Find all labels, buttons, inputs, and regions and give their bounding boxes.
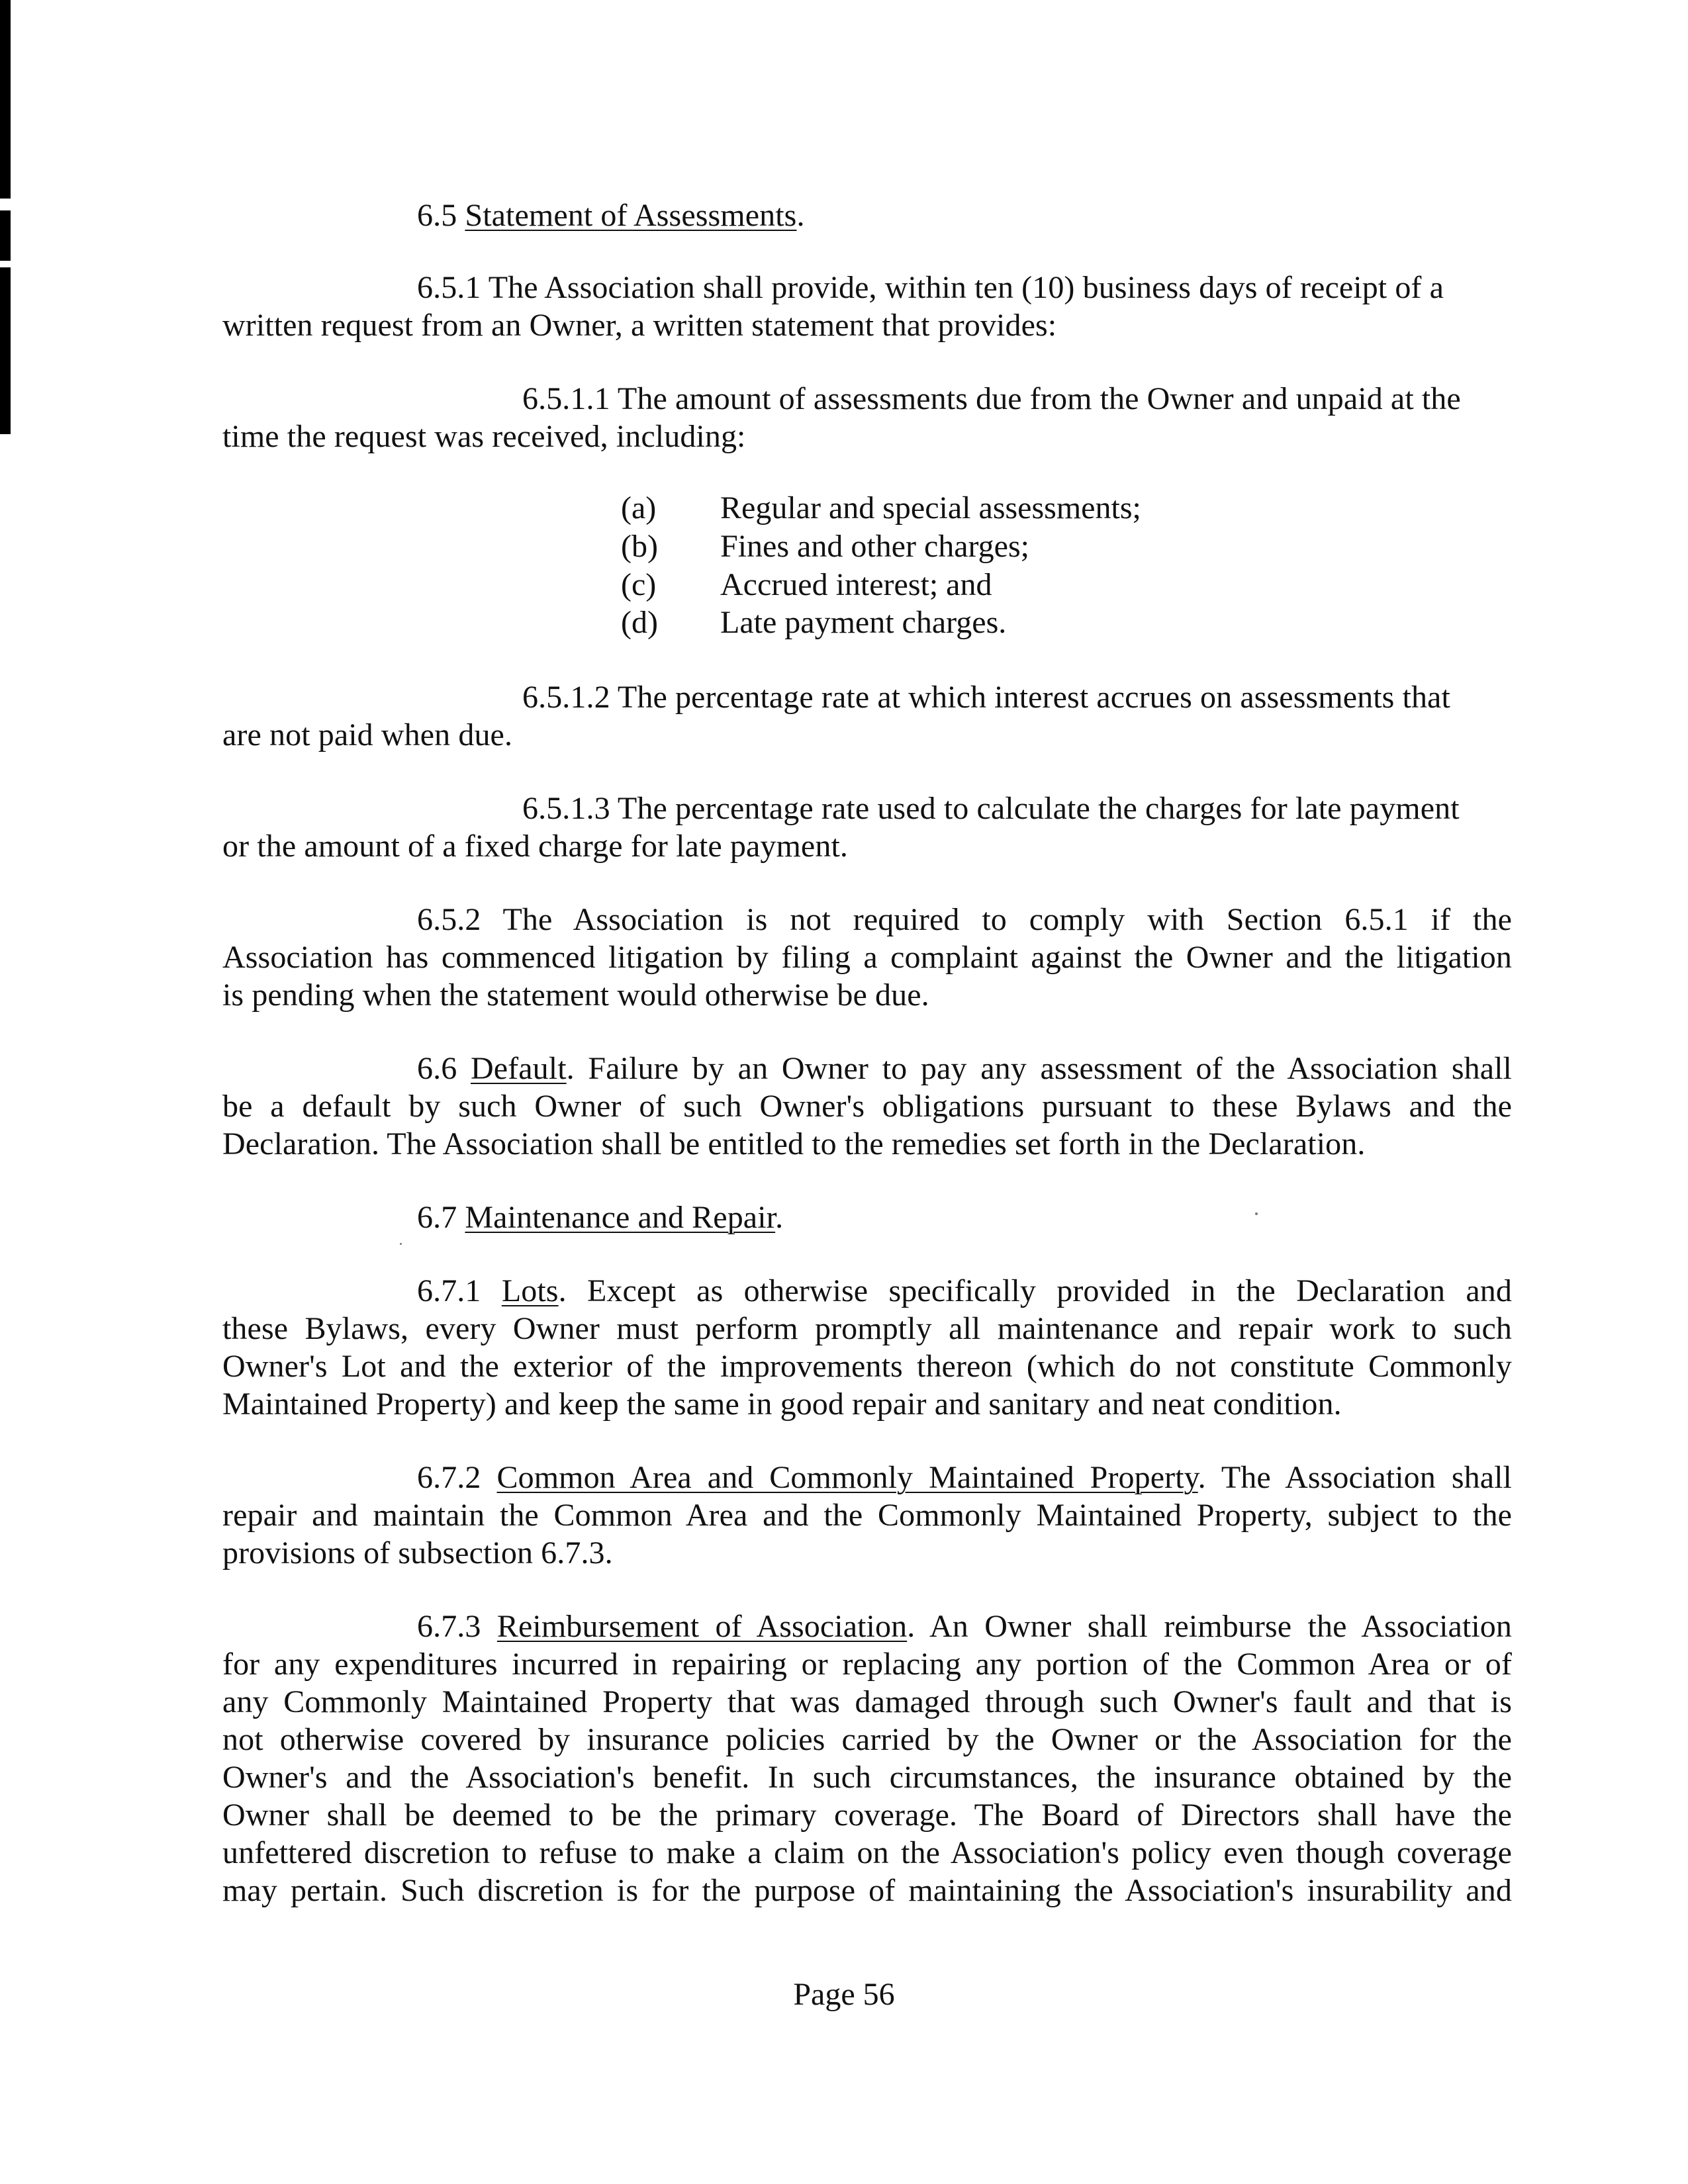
list-item-letter: (c) — [621, 567, 657, 602]
para-6-5-2-line: Association has commenced litigation by filing a complaint against the Owner and the litigation — [222, 940, 1512, 975]
heading-6-7-title: Maintenance and Repair — [465, 1200, 776, 1235]
para-6-5-1-2-line: are not paid when due. — [222, 717, 513, 752]
list-item-text: Accrued interest; and — [720, 567, 992, 602]
page-number: Page 56 — [793, 1977, 895, 2012]
para-6-7-2-line: 6.7.2 Common Area and Commonly Maintained Property. The Association shall — [417, 1460, 1512, 1495]
scan-edge-mark — [0, 210, 11, 261]
para-6-7-1-line: Owner's Lot and the exterior of the improvements thereon (which do not constitute Commonly — [222, 1349, 1512, 1384]
list-item-text: Late payment charges. — [720, 605, 1007, 640]
para-6-5-1-line: 6.5.1 The Association shall provide, within ten (10) business days of receipt of a — [417, 270, 1444, 305]
para-6-7-3-line: Owner's and the Association's benefit. In such circumstances, the insurance obtained by the — [222, 1760, 1512, 1795]
para-6-5-1-1-line: time the request was received, including: — [222, 419, 746, 454]
list-item-letter: (a) — [621, 490, 657, 525]
scan-edge-mark — [0, 267, 11, 434]
scan-speck — [400, 1243, 402, 1245]
para-6-7-3-line: Owner shall be deemed to be the primary coverage. The Board of Directors shall have the — [222, 1797, 1512, 1833]
para-6-6-line: Declaration. The Association shall be entitled to the remedies set forth in the Declaration. — [222, 1126, 1366, 1161]
para-6-7-1-line: Maintained Property) and keep the same in good repair and sanitary and neat condition. — [222, 1387, 1342, 1422]
para-6-6-line: be a default by such Owner of such Owner's obligations pursuant to these Bylaws and the — [222, 1089, 1512, 1124]
para-6-5-2-line: is pending when the statement would otherwise be due. — [222, 978, 929, 1013]
heading-6-5-title: Statement of Assessments — [465, 198, 797, 233]
heading-6-7-3-title: Reimbursement of Association — [496, 1609, 908, 1644]
heading-6-7-2-title: Common Area and Commonly Maintained Property — [496, 1460, 1198, 1495]
para-6-7-3-line: may pertain. Such discretion is for the purpose of maintaining the Association's insurability and — [222, 1873, 1512, 1908]
heading-6-6-title: Default — [471, 1051, 567, 1086]
para-6-7-2-line: repair and maintain the Common Area and the Commonly Maintained Property, subject to the — [222, 1498, 1512, 1533]
para-6-7-3-line: for any expenditures incurred in repairing or replacing any portion of the Common Area or of — [222, 1647, 1512, 1682]
para-6-7-1-line: these Bylaws, every Owner must perform promptly all maintenance and repair work to such — [222, 1311, 1512, 1346]
heading-6-7: 6.7 Maintenance and Repair. — [417, 1200, 784, 1235]
list-item-text: Fines and other charges; — [720, 529, 1029, 564]
para-6-5-1-2-line: 6.5.1.2 The percentage rate at which interest accrues on assessments that — [522, 680, 1450, 715]
list-item-text: Regular and special assessments; — [720, 490, 1141, 525]
para-6-6-line: 6.6 Default. Failure by an Owner to pay any assessment of the Association shall — [417, 1051, 1512, 1086]
para-6-7-3-line: unfettered discretion to refuse to make a claim on the Association's policy even though coverage — [222, 1835, 1512, 1870]
para-6-7-1-line: 6.7.1 Lots. Except as otherwise specifically provided in the Declaration and — [417, 1273, 1512, 1308]
para-6-5-1-3-line: 6.5.1.3 The percentage rate used to calculate the charges for late payment — [522, 791, 1460, 826]
para-6-7-3-line: not otherwise covered by insurance policies carried by the Owner or the Association for the — [222, 1722, 1512, 1757]
para-6-7-3-line: 6.7.3 Reimbursement of Association. An Owner shall reimburse the Association — [417, 1609, 1512, 1644]
scan-edge-mark — [0, 0, 11, 199]
para-6-5-1-3-line: or the amount of a fixed charge for late payment. — [222, 829, 848, 864]
heading-6-7-1-title: Lots — [501, 1273, 559, 1308]
para-6-5-1-line: written request from an Owner, a written statement that provides: — [222, 308, 1057, 343]
para-6-5-1-1-line: 6.5.1.1 The amount of assessments due from the Owner and unpaid at the — [522, 381, 1461, 416]
para-6-7-3-line: any Commonly Maintained Property that was damaged through such Owner's fault and that is — [222, 1684, 1512, 1719]
list-item-letter: (d) — [621, 605, 658, 640]
para-6-7-2-line: provisions of subsection 6.7.3. — [222, 1535, 613, 1570]
list-item-letter: (b) — [621, 529, 658, 564]
heading-6-5: 6.5 Statement of Assessments. — [417, 198, 805, 233]
para-6-5-2-line: 6.5.2 The Association is not required to comply with Section 6.5.1 if the — [417, 902, 1512, 937]
